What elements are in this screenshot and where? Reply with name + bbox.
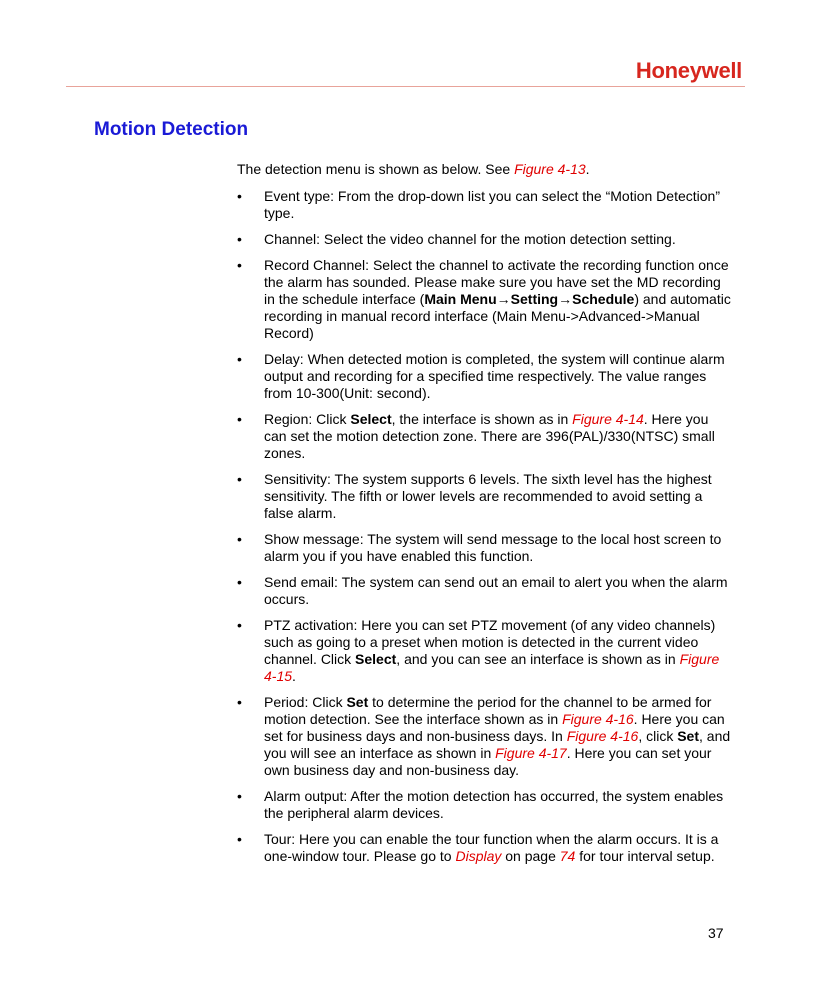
bold-term: Set — [346, 694, 369, 710]
bullet-dot: • — [237, 231, 242, 247]
honeywell-logo: Honeywell — [635, 58, 742, 83]
bullet-dot: • — [237, 471, 242, 487]
list-item-text: Event type: From the drop-down list you can select the “Motion Detection” type. — [264, 188, 720, 221]
bullet-dot: • — [237, 531, 242, 547]
list-item — [237, 617, 732, 685]
header-rule — [66, 86, 745, 87]
intro-text: The detection menu is shown as below. See — [237, 161, 515, 177]
list-item-text: Delay: When detected motion is completed, the system will continue alarm output and recording for a specified time respectively. The value ranges from 10-300(Unit: second). — [264, 351, 725, 401]
list-item-text: Region: Click — [264, 411, 351, 427]
list-item — [237, 231, 732, 248]
bullet-dot: • — [237, 831, 242, 847]
list-item-text: Period: Click — [264, 694, 347, 710]
list-item — [237, 531, 732, 565]
cross-reference-link[interactable]: Figure 4-16 — [562, 711, 634, 727]
cross-reference-link[interactable]: Figure 4-15 — [264, 651, 720, 684]
list-item-text: . Here you can set for business days and non-business days. In — [264, 711, 725, 744]
bullet-dot: • — [237, 188, 242, 204]
section-title: Motion Detection — [94, 119, 249, 140]
bullet-dot: • — [237, 694, 242, 710]
intro-paragraph — [237, 161, 590, 178]
bullet-list — [237, 188, 732, 874]
list-item — [237, 411, 732, 462]
list-item — [237, 831, 732, 865]
list-item-text: , the interface is shown as in — [391, 411, 573, 427]
list-item-text: , and you will see an interface as shown in — [264, 728, 731, 761]
bullet-dot: • — [237, 351, 242, 367]
list-item — [237, 694, 732, 779]
list-item-text: . Here you can set the motion detection zone. There are 396(PAL)/330(NTSC) small zones. — [264, 411, 715, 461]
list-item-text: to determine the period for the channel to be armed for motion detection. See the interface shown as in — [264, 694, 712, 727]
list-item — [237, 257, 732, 342]
bold-term: Select — [350, 411, 392, 427]
bullet-dot: • — [237, 788, 242, 804]
list-item — [237, 351, 732, 402]
list-item-text: Alarm output: After the motion detection has occurred, the system enables the peripheral alarm devices. — [264, 788, 724, 821]
list-item-text: . Here you can set your own business day and non-business day. — [264, 745, 712, 778]
list-item-text: Sensitivity: The system supports 6 levels. The sixth level has the highest sensitivity. The fifth or lower levels are recommended to avoid setting a false alarm. — [264, 471, 712, 521]
list-item-text: , click — [638, 728, 678, 744]
bullet-dot: • — [237, 411, 242, 427]
bullet-dot: • — [237, 617, 242, 633]
bold-term: Set — [677, 728, 700, 744]
cross-reference-link[interactable]: 74 — [559, 848, 576, 864]
list-item-text: Tour: Here you can enable the tour function when the alarm occurs. It is a one-window tour. Please go to — [264, 831, 719, 864]
cross-reference-link[interactable]: Figure 4-14 — [572, 411, 644, 427]
bullet-dot: • — [237, 574, 242, 590]
bold-term: Main Menu→Setting→Schedule — [424, 291, 635, 307]
page-number: 37 — [708, 925, 724, 941]
list-item — [237, 574, 732, 608]
list-item — [237, 188, 732, 222]
figure-link[interactable]: Figure 4-13 — [514, 161, 586, 177]
list-item-text: ) and automatic recording in manual record interface (Main Menu->Advanced->Manual Record) — [264, 291, 731, 341]
list-item-text: for tour interval setup. — [575, 848, 715, 864]
list-item-text: . — [292, 668, 296, 684]
list-item-text: Channel: Select the video channel for the motion detection setting. — [264, 231, 676, 247]
list-item-text: PTZ activation: Here you can set PTZ movement (of any video channels) such as going to a preset when motion is detected in the current video channel. Click — [264, 617, 716, 667]
intro-end: . — [585, 161, 590, 177]
list-item-text: Show message: The system will send message to the local host screen to alarm you if you have enabled this function. — [264, 531, 722, 564]
list-item — [237, 471, 732, 522]
list-item — [237, 788, 732, 822]
cross-reference-link[interactable]: Figure 4-16 — [566, 728, 639, 744]
list-item-text: on page — [501, 848, 560, 864]
list-item-text: Record Channel: Select the channel to activate the recording function once the alarm has sounded. Please make sure you have set the MD recording in the schedule interface ( — [264, 257, 729, 307]
list-item-text: , and you can see an interface is shown as in — [396, 651, 680, 667]
list-item-text: Send email: The system can send out an email to alert you when the alarm occurs. — [264, 574, 728, 607]
cross-reference-link[interactable]: Figure 4-17 — [495, 745, 567, 761]
cross-reference-link[interactable]: Display — [455, 848, 502, 864]
bullet-dot: • — [237, 257, 242, 273]
bold-term: Select — [355, 651, 397, 667]
